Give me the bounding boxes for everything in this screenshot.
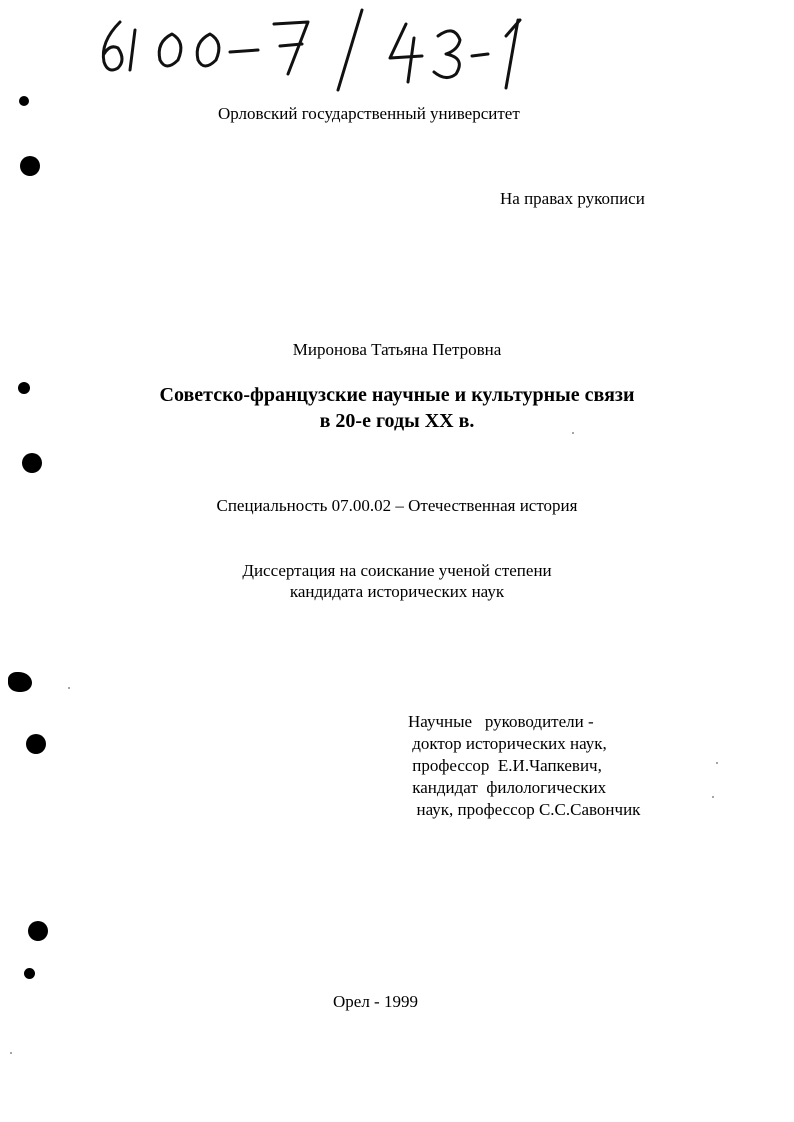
- binding-hole-1: [19, 96, 29, 106]
- binding-hole-6: [26, 734, 46, 754]
- city-year: Орел - 1999: [333, 992, 418, 1011]
- handwritten-archive-number: [90, 2, 580, 102]
- advisors-line: доктор исторических наук,: [408, 734, 607, 753]
- university-name: Орловский государственный университет: [218, 104, 520, 123]
- dissertation-title-line-2: в 20-е годы XX в.: [319, 410, 475, 432]
- scan-speck: [716, 762, 718, 764]
- binding-hole-8: [24, 968, 35, 979]
- scan-speck: [10, 1052, 12, 1054]
- advisors-line: наук, профессор С.С.Савончик: [408, 800, 641, 819]
- degree-line-2: кандидата исторических наук: [289, 582, 505, 601]
- advisors-line: Научные руководители -: [408, 712, 594, 731]
- scan-speck: [68, 687, 70, 689]
- binding-hole-4: [22, 453, 42, 473]
- binding-hole-2: [20, 156, 40, 176]
- binding-hole-5: [8, 672, 32, 692]
- binding-hole-7: [28, 921, 48, 941]
- dissertation-title-line-1: Советско-французские научные и культурные связи: [159, 384, 635, 406]
- scan-speck: [572, 432, 574, 434]
- specialty: Специальность 07.00.02 – Отечественная история: [216, 496, 578, 515]
- author-name: Миронова Татьяна Петровна: [292, 340, 502, 359]
- scientific-advisors: [408, 711, 640, 821]
- advisors-line: профессор Е.И.Чапкевич,: [408, 756, 602, 775]
- manuscript-rights-note: На правах рукописи: [500, 189, 645, 208]
- scan-speck: [712, 796, 714, 798]
- advisors-line: кандидат филологических: [408, 778, 607, 797]
- degree-line-1: Диссертация на соискание ученой степени: [242, 561, 552, 580]
